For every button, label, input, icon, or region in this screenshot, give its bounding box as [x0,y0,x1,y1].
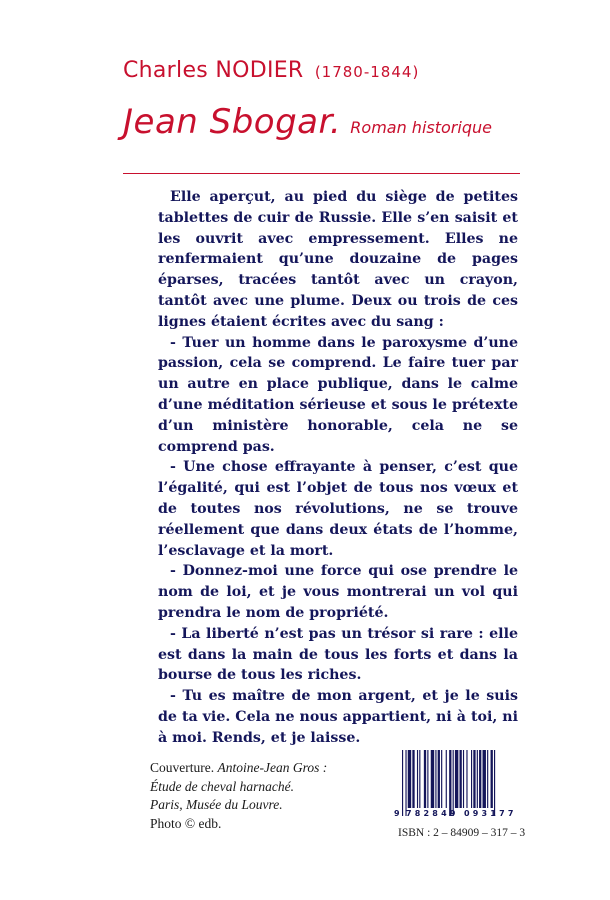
barcode-bar [477,750,478,808]
barcode-bar [402,750,403,816]
barcode-bar [479,750,481,808]
divider-rule [123,173,520,174]
barcode-digit-first: 9 [394,809,400,818]
barcode-bar [449,750,451,816]
barcode-bar [473,750,475,808]
barcode-bar [446,750,447,808]
credit-location: Paris, Musée du Louvre. [150,797,283,812]
barcode-bar [441,750,442,808]
barcode-bar [463,750,464,808]
excerpt-paragraph: Elle aperçut, au pied du siège de petites tablettes de cuir de Russie. Elle s’en saisit et les ouvrit avec empressement. Elles ne renfermaient qu’une douzaine de pages éparses, tracées tantôt avec un crayon, tantôt avec une plume. Deux ou trois de ces lignes étaient écrites avec du sang : [158,189,518,330]
author-line [123,58,419,83]
author-dates: (1780-1844) [314,63,420,81]
credit-artwork: Étude de cheval harnaché. [150,778,294,794]
barcode-digits-left: 782849 [406,809,459,818]
book-title: Jean Sbogar. [123,102,342,142]
excerpt-paragraph: - La liberté n’est pas un trésor si rare : elle est dans la main de tous les forts et dans la bourse de tous les riches. [158,625,518,684]
barcode-bar [419,750,420,808]
barcode-bar [431,750,434,808]
author-name: Charles NODIER [123,58,304,83]
barcode-bar [417,750,418,808]
excerpt-paragraph: - Tuer un homme dans le paroxysme d’une passion, cela se comprend. Le faire tuer par un autre en place publique, dans le calme d’une méditation sérieuse et sous le prétexte d’un ministère honorable, cela ne se comprend pas. [158,334,518,455]
barcode-bar [435,750,436,808]
credit-prefix: Couverture. [150,760,215,775]
book-subtitle: Roman historique [350,118,492,137]
isbn-label: ISBN : 2 – 84909 – 317 – 3 [398,827,526,839]
barcode-bar [483,750,486,808]
cover-credits [150,759,327,833]
barcode-bar [427,750,428,808]
barcode-bar [494,750,495,816]
excerpt-paragraph: - Donnez-moi une force qui ose prendre le nom de loi, et je vous montrerai un vol qui prendra le nom de propriété. [158,563,518,621]
barcode [392,750,527,818]
excerpt-paragraph: - Une chose effrayante à penser, c’est que l’égalité, qui est l’objet de tous nos vœux et de toutes nos révolutions, ne se trouve réellement que dans deux états de l’homme, l’esclavage et la mort. [158,459,518,559]
credit-line-1 [150,759,327,778]
book-title-line [123,102,492,142]
barcode-bar [455,750,458,808]
excerpt-paragraph: - Tu es maître de mon argent, et je le suis de ta vie. Cela ne nous appartient, ni à toi, ni à moi. Rends, et je laisse. [158,688,518,746]
excerpt [158,187,518,749]
barcode-bar [466,750,467,808]
barcode-bar [438,750,440,808]
barcode-bar [412,750,414,808]
barcode-bar [453,750,454,816]
barcode-digits-right: 093177 [464,809,517,818]
barcode-bar [408,750,411,808]
credit-artist: Antoine-Jean Gros : [217,760,328,775]
barcode-bar [405,750,406,816]
barcode-bars [402,750,495,816]
barcode-bar [491,750,493,808]
credit-photo: Photo © edb. [150,815,222,831]
barcode-bar [424,750,426,808]
barcode-bar [460,750,462,808]
barcode-bar [471,750,472,808]
barcode-bar [487,750,488,808]
